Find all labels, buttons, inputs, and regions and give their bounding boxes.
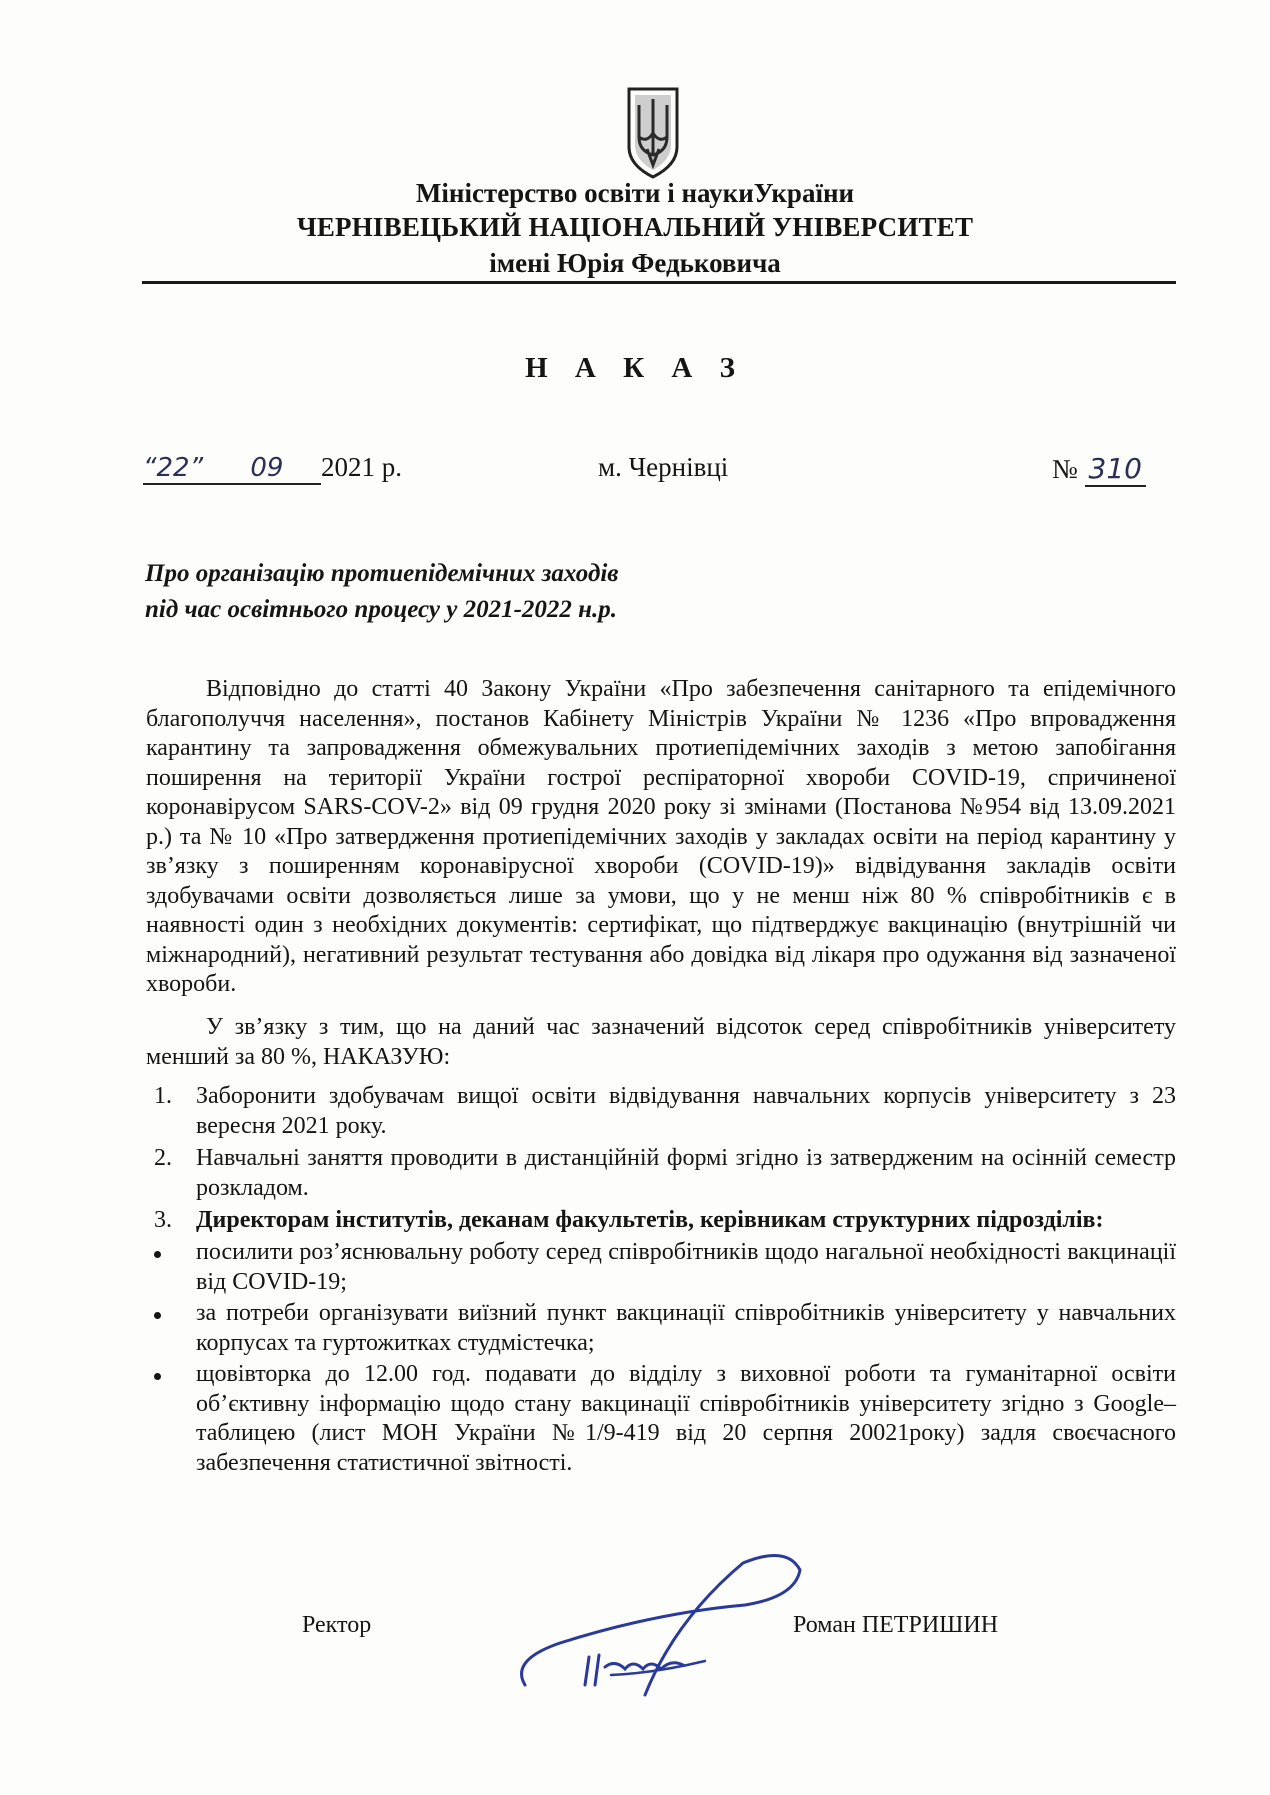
date-year: 2021 р. [321,452,402,482]
item-marker: 1. [154,1083,172,1109]
bullet-text: посилити роз’яснювальну роботу серед співробітників щодо нагальної необхідності вакцинації від COVID-19; [196,1239,1176,1295]
list-item [146,1082,1176,1141]
ministry-name: Міністерство освіти і наукиУкраїни [415,178,855,208]
item-text: Заборонити здобувачам вищої освіти відвідування навчальних корпусів університету з 23 вересня 2021 року. [196,1083,1176,1139]
item-text: Навчальні заняття проводити в дистанційній формі згідно із затвердженим на осінній семестр розкладом. [196,1145,1176,1201]
date-month: 09 [250,453,284,483]
date-quote-close: ” [189,453,204,483]
university-name: ЧЕРНІВЕЦЬКИЙ НАЦІОНАЛЬНИЙ УНІВЕРСИТЕТ [296,212,974,242]
date-day: 22 [156,453,190,483]
subject-line-1: Про організацію протиепідемічних заходів [145,560,619,587]
number-label: № [1052,454,1078,484]
bullet-text: за потреби організувати виїзний пункт вакцинації співробітників університету у навчальних корпусах та гуртожитках студмістечка; [196,1300,1176,1356]
handwritten-signature-icon [515,1535,815,1710]
bullet-item [146,1238,1176,1297]
trident-emblem-icon [625,85,681,181]
date-quote-open: “ [143,453,157,483]
bullet-icon [154,1312,161,1319]
order-number [1052,452,1146,485]
subject-line-2: під час освітнього процесу у 2021-2022 н.р. [145,596,618,623]
order-subject [145,556,845,628]
paragraph-legal-basis: Відповідно до статті 40 Закону України «Про забезпечення санітарного та епідемічного благополуччя населення», постанов Кабінету Міністрів України № 1236 «Про впровадження карантину та запровадження обмежувальних протиепідемічних заходів з метою запобігання поширення на території України гострої респіраторної хвороби COVID-19, спричиненої коронавірусом SARS-COV-2» від 09 грудня 2020 року зі змінами (Постанова №954 від 13.09.2021 р.) та № 10 «Про затвердження протиепідемічних заходів у закладах освіти на період карантину у зв’язку з поширенням коронавірусної хвороби (COVID-19)» відвідування закладів освіти здобувачами освіти дозволяється лише за умови, що у не менш ніж 80 % співробітників є в наявності один з необхідних документів: сертифікат, що підтверджує вакцинацію (внутрішній чи міжнародний), негативний результат тестування або довідка від лікаря про одужання від зазначеної хвороби. [146,676,1176,997]
order-date [143,452,402,485]
list-item [146,1206,1176,1236]
number-value: 310 [1085,452,1146,487]
item-text: Директорам інститутів, деканам факультетів, керівникам структурних підрозділів: [196,1207,1104,1233]
order-city: м. Чернівці [598,452,729,482]
list-item [146,1144,1176,1203]
item-marker: 2. [154,1145,172,1171]
header-divider [142,281,1176,284]
bullet-icon [154,1373,161,1380]
bullet-text: щовівторка до 12.00 год. подавати до відділу з виховної роботи та гуманітарної освіти об’єктивну інформацію щодо стану вакцинації співробітників університету згідно з Google–таблицею (лист МОН України №1/9-419 від 20 серпня 20021року) задля своєчасного забезпечення статистичної звітності. [196,1361,1176,1476]
bullet-icon [154,1251,161,1258]
document-title: Н А К А З [525,352,745,384]
signatory-title: Ректор [302,1612,372,1638]
paragraph-order-intro: У зв’язку з тим, що на даний час зазначений відсоток серед співробітників університету менший за 80 %, НАКАЗУЮ: [146,1014,1176,1070]
item-marker: 3. [154,1207,172,1233]
bullet-item [146,1299,1176,1358]
signatory-name: Роман ПЕТРИШИН [793,1612,999,1638]
university-named-after: імені Юрія Федьковича [489,248,781,278]
bullet-item [146,1360,1176,1478]
